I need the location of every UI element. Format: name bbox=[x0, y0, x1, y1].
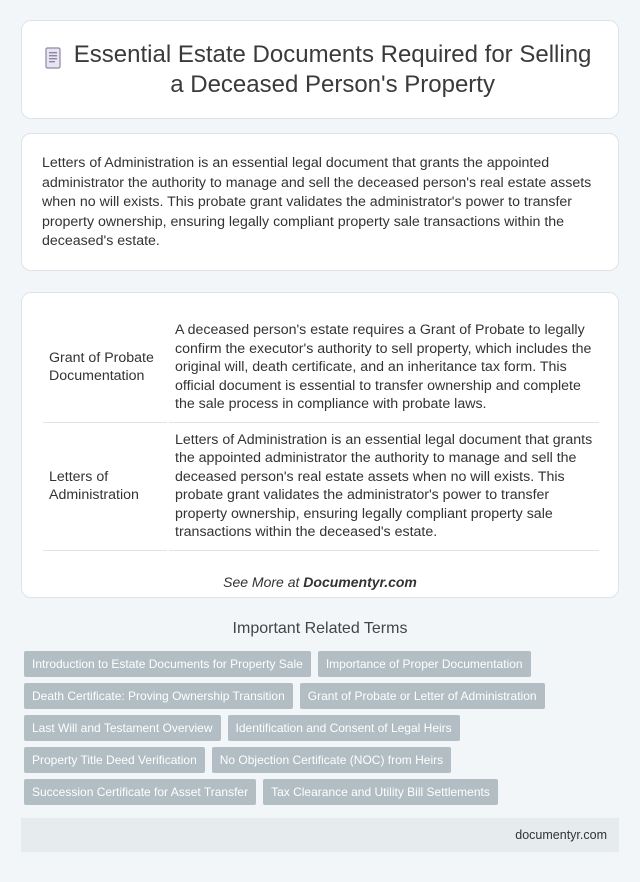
related-tag[interactable]: Grant of Probate or Letter of Administration bbox=[300, 683, 545, 709]
tag-row bbox=[24, 651, 620, 677]
related-tag[interactable]: Property Title Deed Verification bbox=[24, 747, 205, 773]
table-term: Grant of Probate Documentation bbox=[43, 313, 167, 423]
related-tag[interactable]: Last Will and Testament Overview bbox=[24, 715, 221, 741]
table-row bbox=[43, 313, 599, 423]
intro-text: Letters of Administration is an essential legal document that grants the appointed administrator the authority to manage and sell the deceased person's real estate assets when no will exists. This probate grant validates the administrator's power to transfer property ownership, ensuring legally compliant property sale transactions within the deceased's estate. bbox=[42, 155, 592, 249]
intro-card bbox=[21, 133, 619, 271]
related-tag[interactable]: Introduction to Estate Documents for Property Sale bbox=[24, 651, 311, 677]
related-tag[interactable]: Death Certificate: Proving Ownership Transition bbox=[24, 683, 293, 709]
see-more-prefix: See More at bbox=[223, 573, 304, 590]
page-title: Essential Estate Documents Required for Selling a Deceased Person's Property bbox=[73, 40, 592, 98]
tag-row bbox=[24, 715, 620, 741]
table-description: A deceased person's estate requires a Grant of Probate to legally confirm the executor's authority to sell property, which includes the original will, death certificate, and an inheritance tax form. This official document is essential to transfer ownership and complete the sale process in compliance with probate laws. bbox=[169, 313, 599, 423]
related-terms-title: Important Related Terms bbox=[232, 620, 408, 637]
title-card bbox=[21, 20, 619, 119]
documents-table bbox=[41, 313, 601, 551]
table-term: Letters of Administration bbox=[43, 423, 167, 551]
see-more-link[interactable]: Documentyr.com bbox=[303, 573, 417, 590]
related-tag[interactable]: Identification and Consent of Legal Heirs bbox=[228, 715, 460, 741]
footer bbox=[21, 818, 619, 852]
tag-row bbox=[24, 683, 620, 709]
table-description: Letters of Administration is an essential legal document that grants the appointed administrator the authority to manage and sell the deceased person's real estate assets when no will exists. This probate grant validates the administrator's power to transfer property ownership, ensuring legally compliant property sale transactions within the deceased's estate. bbox=[169, 423, 599, 551]
footer-site-link[interactable]: documentyr.com bbox=[515, 828, 607, 842]
see-more bbox=[43, 574, 597, 590]
title-wrap bbox=[40, 40, 600, 100]
related-tag[interactable]: Succession Certificate for Asset Transfer bbox=[24, 779, 256, 805]
related-tag[interactable]: Tax Clearance and Utility Bill Settlements bbox=[263, 779, 498, 805]
tag-row bbox=[24, 779, 620, 805]
related-tag[interactable]: No Objection Certificate (NOC) from Heirs bbox=[212, 747, 451, 773]
table-row bbox=[43, 423, 599, 551]
tag-row bbox=[24, 747, 620, 773]
related-tag[interactable]: Importance of Proper Documentation bbox=[318, 651, 531, 677]
table-card bbox=[21, 292, 619, 598]
related-tags bbox=[24, 651, 620, 811]
document-icon bbox=[40, 40, 65, 70]
